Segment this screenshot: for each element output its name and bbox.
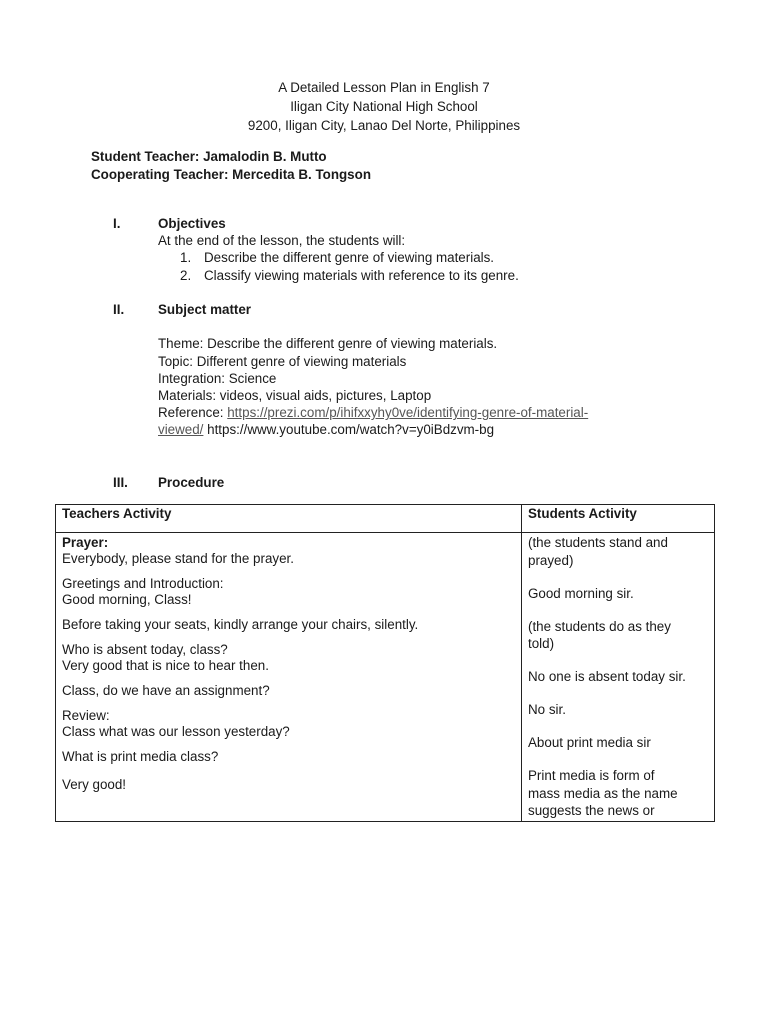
teacher-info (91, 148, 371, 184)
subject-integration: Integration: Science (158, 370, 277, 386)
section-title: Objectives (158, 216, 226, 231)
list-item: 2. Classify viewing materials with reference to its genre. (180, 267, 519, 283)
document-header (0, 78, 768, 135)
cooperating-teacher: Cooperating Teacher: Mercedita B. Tongson (91, 167, 371, 182)
section-number: I. (113, 216, 121, 231)
prayer-label: Prayer: (62, 535, 109, 550)
reference-link-youtube: https://www.youtube.com/watch?v=y0iBdzvm-bg (203, 422, 495, 438)
section-number: II. (113, 302, 125, 317)
subject-materials: Materials: videos, visual aids, pictures, Laptop (158, 388, 432, 403)
objectives-list (158, 249, 718, 283)
section-title: Procedure (158, 475, 225, 490)
section-title: Subject matter (158, 302, 252, 317)
reference-link-prezi-cont[interactable]: viewed/ (158, 422, 204, 438)
section-number: III. (113, 475, 128, 490)
header-school: Iligan City National High School (290, 99, 478, 114)
greetings-label: Greetings and Introduction: (62, 576, 224, 591)
subject-reference: Reference: https://prezi.com/p/ihifxxyhy0ve/identifying-genre-of-material- (158, 405, 589, 421)
table-header-row (56, 505, 715, 533)
subject-topic: Topic: Different genre of viewing materials (158, 353, 407, 369)
header-title: A Detailed Lesson Plan in English 7 (278, 80, 490, 95)
column-header-teacher: Teachers Activity (56, 505, 522, 533)
review-label: Review: (62, 708, 110, 723)
subject-theme: Theme: Describe the different genre of viewing materials. (158, 336, 498, 352)
teacher-activity-cell: Prayer: Everybody, please stand for the prayer. Greetings and Introduction: Good morning, Class! Before taking your seats, kindly arrange your chairs, silently. Who is absent today, class? Very good that is nice to hear then. Class, do we have an assignment? Review: Class what was our lesson yesterday? What is print media class? Very good! (56, 533, 522, 822)
table-row (56, 533, 715, 822)
reference-link-prezi[interactable]: https://prezi.com/p/ihifxxyhy0ve/identifying-genre-of-material- (227, 405, 589, 421)
header-address: 9200, Iligan City, Lanao Del Norte, Philippines (247, 118, 521, 133)
student-teacher: Student Teacher: Jamalodin B. Mutto (91, 149, 327, 164)
objectives-intro: At the end of the lesson, the students will: (158, 233, 406, 249)
student-activity-cell: (the students stand and prayed) Good morning sir. (the students do as they told) No one is absent today sir. No sir. About print media sir Print media is form of mass media as the name suggests the news or (522, 533, 715, 822)
list-item: 1. Describe the different genre of viewing materials. (180, 250, 495, 266)
column-header-student: Students Activity (522, 505, 715, 533)
procedure-table (55, 504, 715, 822)
